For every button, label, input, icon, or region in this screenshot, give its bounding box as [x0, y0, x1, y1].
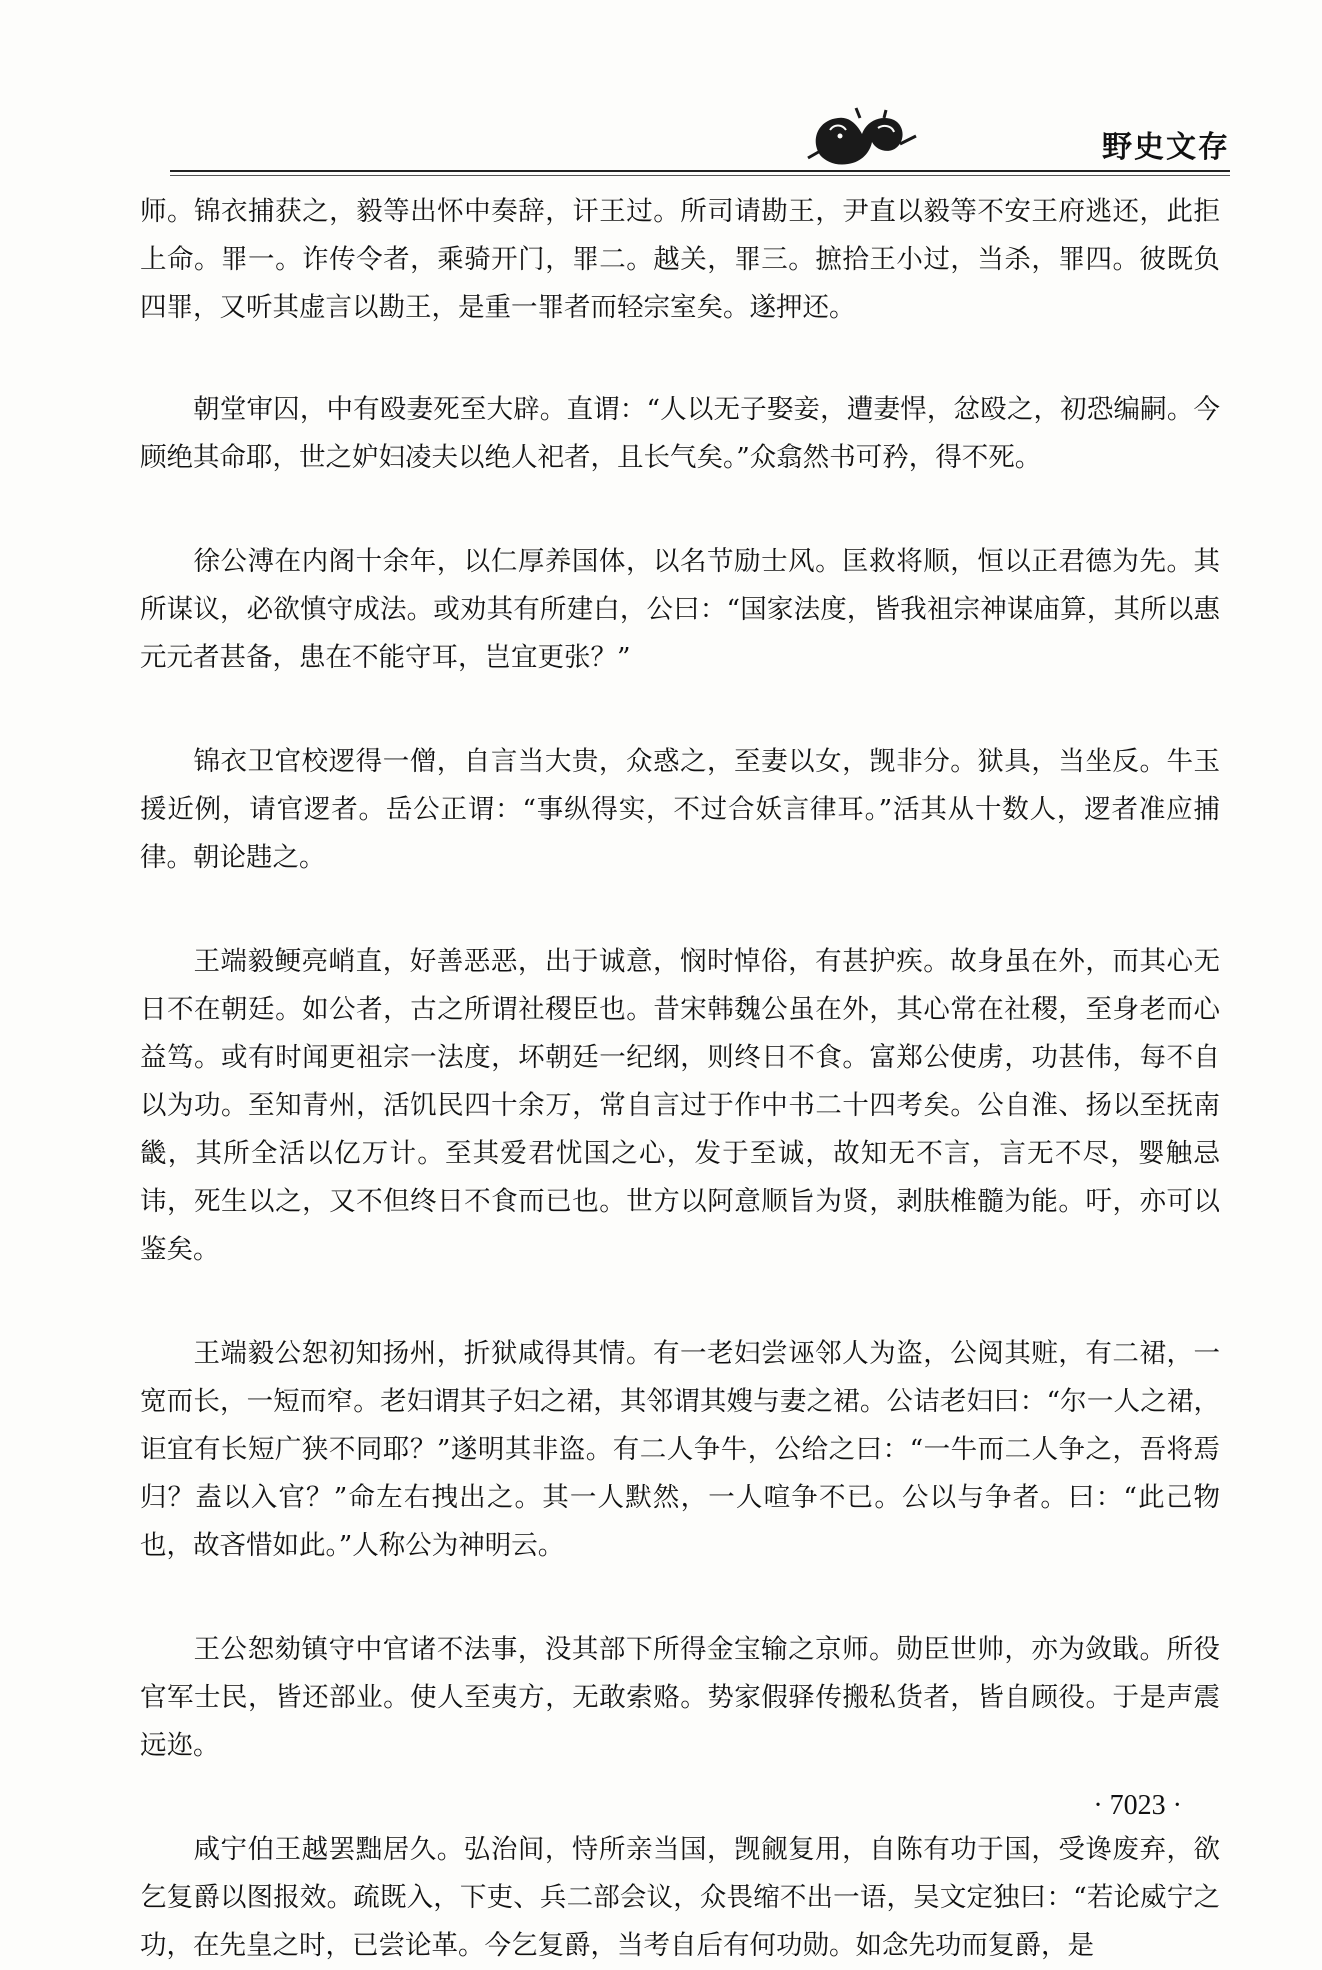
header-divider-thin — [170, 175, 1230, 176]
paragraph: 师。锦衣捕获之，毅等出怀中奏辞，讦王过。所司请勘王，尹直以毅等不安王府逃还，此拒上命。罪一。诈传令者，乘骑开门，罪二。越关，罪三。摭拾王小过，当杀，罪四。彼既负四罪，又听其虚言以勘王，是重一罪者而轻宗室矣。遂押还。 — [140, 196, 1220, 323]
header-divider — [170, 170, 1230, 172]
paragraph: 徐公溥在内阁十余年，以仁厚养国体，以名节励士风。匡救将顺，恒以正君德为先。其所谋议，必欲慎守成法。或劝其有所建白，公曰：“国家法度，皆我祖宗神谋庙算，其所以惠元元者甚备，患在不能守耳，岂宜更张？” — [140, 546, 1220, 673]
page-number: · 7023 · — [1093, 1790, 1182, 1821]
page-header — [170, 100, 1230, 180]
page-header-title: 野史文存 — [1102, 130, 1230, 165]
page-body — [140, 188, 1220, 1970]
paragraph: 咸宁伯王越罢黜居久。弘治间，恃所亲当国，觊觎复用，自陈有功于国，受谗废弃，欲乞复爵以图报效。疏既入，下吏、兵二部会议，众畏缩不出一语，吴文定独曰：“若论威宁之功，在先皇之时，已尝论革。今乞复爵，当考自后有何功勋。如念先功而复爵，是 — [140, 1834, 1220, 1961]
paragraph: 王公恕劾镇守中官诸不法事，没其部下所得金宝输之京师。勋臣世帅，亦为敛戢。所役官军士民，皆还部业。使人至夷方，无敢索赂。势家假驿传搬私货者，皆自顾役。于是声震远迩。 — [140, 1634, 1220, 1761]
paragraph: 王端毅鲠亮峭直，好善恶恶，出于诚意，悯时悼俗，有甚护疾。故身虽在外，而其心无日不在朝廷。如公者，古之所谓社稷臣也。昔宋韩魏公虽在外，其心常在社稷，至身老而心益笃。或有时闻更祖宗一法度，坏朝廷一纪纲，则终日不食。富郑公使虏，功甚伟，每不自以为功。至知青州，活饥民四十余万，常自言过于作中书二十四考矣。公自淮、扬以至抚南畿，其所全活以亿万计。至其爱君忧国之心，发于至诚，故知无不言，言无不尽，婴触忌讳，死生以之，又不但终日不食而已也。世方以阿意顺旨为贤，剥肤椎髓为能。吁，亦可以鉴矣。 — [140, 946, 1220, 1265]
paragraph: 王端毅公恕初知扬州，折狱咸得其情。有一老妇尝诬邻人为盗，公阅其赃，有二裙，一宽而长，一短而窄。老妇谓其子妇之裙，其邻谓其嫂与妻之裙。公诘老妇曰：“尔一人之裙，讵宜有长短广狭不同耶？”遂明其非盗。有二人争牛，公给之曰：“一牛而二人争之，吾将焉归？盍以入官？”命左右拽出之。其一人默然，一人喧争不已。公以与争者。曰：“此己物也，故吝惜如此。”人称公为神明云。 — [140, 1338, 1220, 1561]
paragraph: 锦衣卫官校逻得一僧，自言当大贵，众惑之，至妻以女，觊非分。狱具，当坐反。牛玉援近例，请官逻者。岳公正谓：“事纵得实，不过合妖言律耳。”活其从十数人，逻者准应捕律。朝论韪之。 — [140, 746, 1220, 873]
paragraph: 朝堂审囚，中有殴妻死至大辟。直谓：“人以无子娶妾，遭妻悍，忿殴之，初恐编嗣。今顾绝其命耶，世之妒妇凌夫以绝人祀者，且长气矣。”众翕然书可矜，得不死。 — [140, 394, 1220, 473]
dragon-emblem-icon — [800, 100, 920, 175]
